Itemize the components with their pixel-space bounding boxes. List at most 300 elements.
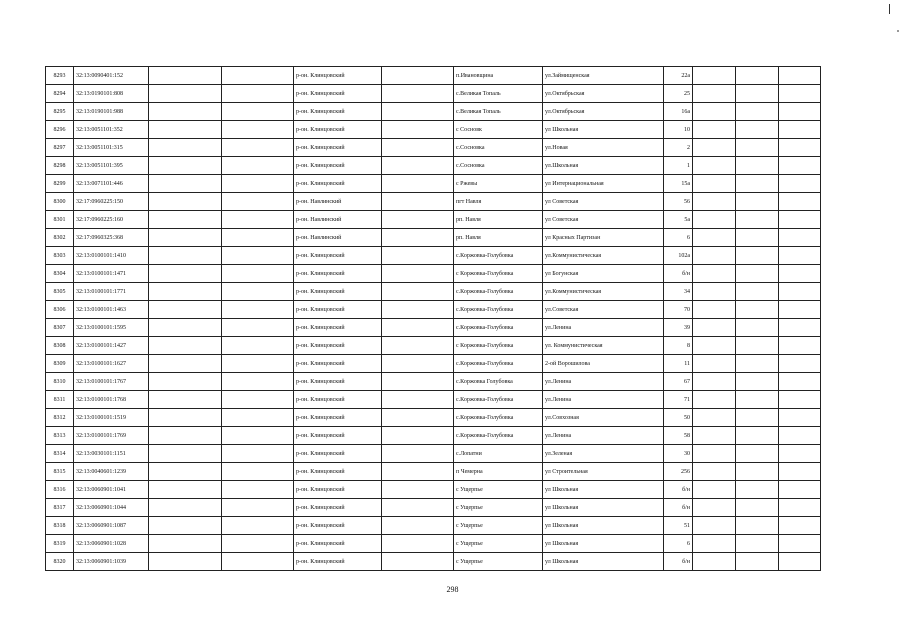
- house-number-cell: 30: [664, 445, 693, 463]
- empty-cell: [222, 427, 294, 445]
- street-cell: ул Интернациональная: [543, 175, 664, 193]
- locality-cell: с Ущерпье: [454, 517, 543, 535]
- row-number-cell: 8320: [46, 553, 74, 571]
- empty-cell: [149, 85, 222, 103]
- house-number-cell: 6: [664, 535, 693, 553]
- empty-cell: [149, 265, 222, 283]
- street-cell: ул.Совхозная: [543, 409, 664, 427]
- locality-cell: с Коржовка-Голубовка: [454, 337, 543, 355]
- empty-cell: [382, 247, 454, 265]
- street-cell: ул.Советская: [543, 301, 664, 319]
- empty-cell: [693, 553, 736, 571]
- empty-cell: [149, 445, 222, 463]
- locality-cell: с.Сосновка: [454, 139, 543, 157]
- empty-cell: [693, 139, 736, 157]
- row-number-cell: 8316: [46, 481, 74, 499]
- empty-cell: [382, 481, 454, 499]
- empty-cell: [693, 211, 736, 229]
- table-row: [46, 265, 821, 283]
- street-cell: ул Красных Партизан: [543, 229, 664, 247]
- empty-cell: [779, 445, 821, 463]
- locality-cell: рп. Навля: [454, 229, 543, 247]
- cadastral-number-cell: 32:17:0960225:160: [74, 211, 149, 229]
- district-cell: р-он. Клинцовский: [294, 175, 382, 193]
- locality-cell: с.Коржовка-Голубовка: [454, 247, 543, 265]
- empty-cell: [693, 355, 736, 373]
- district-cell: р-он. Клинцовский: [294, 319, 382, 337]
- district-cell: р-он. Клинцовский: [294, 103, 382, 121]
- empty-cell: [382, 337, 454, 355]
- locality-cell: с Ржевы: [454, 175, 543, 193]
- empty-cell: [149, 391, 222, 409]
- empty-cell: [382, 157, 454, 175]
- cadastral-number-cell: 32:13:0190101:808: [74, 85, 149, 103]
- empty-cell: [779, 517, 821, 535]
- locality-cell: п.Ивановщина: [454, 67, 543, 85]
- district-cell: р-он. Клинцовский: [294, 301, 382, 319]
- empty-cell: [779, 265, 821, 283]
- cadastral-number-cell: 32:13:0100101:1595: [74, 319, 149, 337]
- empty-cell: [382, 319, 454, 337]
- locality-cell: рп. Навля: [454, 211, 543, 229]
- locality-cell: с Сосновк: [454, 121, 543, 139]
- empty-cell: [382, 553, 454, 571]
- empty-cell: [222, 337, 294, 355]
- district-cell: р-он. Клинцовский: [294, 445, 382, 463]
- empty-cell: [779, 337, 821, 355]
- empty-cell: [222, 481, 294, 499]
- table-row: [46, 67, 821, 85]
- empty-cell: [779, 229, 821, 247]
- row-number-cell: 8313: [46, 427, 74, 445]
- row-number-cell: 8293: [46, 67, 74, 85]
- table-row: [46, 85, 821, 103]
- empty-cell: [222, 355, 294, 373]
- district-cell: р-он. Клинцовский: [294, 463, 382, 481]
- locality-cell: с Ущерпье: [454, 499, 543, 517]
- cadastral-number-cell: 32:13:0100101:1769: [74, 427, 149, 445]
- row-number-cell: 8297: [46, 139, 74, 157]
- row-number-cell: 8311: [46, 391, 74, 409]
- empty-cell: [736, 229, 779, 247]
- table-row: [46, 121, 821, 139]
- empty-cell: [149, 355, 222, 373]
- table-row: [46, 499, 821, 517]
- street-cell: 2-ой Ворошилова: [543, 355, 664, 373]
- empty-cell: [149, 175, 222, 193]
- empty-cell: [382, 103, 454, 121]
- empty-cell: [779, 157, 821, 175]
- empty-cell: [736, 427, 779, 445]
- empty-cell: [693, 517, 736, 535]
- cadastral-number-cell: 32:17:0960325:368: [74, 229, 149, 247]
- locality-cell: с.Великая Топаль: [454, 85, 543, 103]
- district-cell: р-он. Клинцовский: [294, 121, 382, 139]
- table-row: [46, 229, 821, 247]
- house-number-cell: 70: [664, 301, 693, 319]
- locality-cell: с.Коржовка-Голубовка: [454, 409, 543, 427]
- district-cell: р-он. Навлинский: [294, 229, 382, 247]
- registry-body: [46, 67, 821, 571]
- row-number-cell: 8315: [46, 463, 74, 481]
- street-cell: ул Школьная: [543, 121, 664, 139]
- house-number-cell: б/н: [664, 481, 693, 499]
- house-number-cell: б/н: [664, 265, 693, 283]
- locality-cell: с Коржовка-Голубовка: [454, 265, 543, 283]
- empty-cell: [693, 121, 736, 139]
- street-cell: ул.Займищенская: [543, 67, 664, 85]
- house-number-cell: б/н: [664, 553, 693, 571]
- scan-mark: [889, 4, 890, 14]
- empty-cell: [382, 211, 454, 229]
- row-number-cell: 8299: [46, 175, 74, 193]
- cadastral-number-cell: 32:13:0051101:315: [74, 139, 149, 157]
- empty-cell: [222, 499, 294, 517]
- street-cell: ул.Ленина: [543, 391, 664, 409]
- district-cell: р-он. Клинцовский: [294, 499, 382, 517]
- house-number-cell: 11: [664, 355, 693, 373]
- empty-cell: [149, 553, 222, 571]
- empty-cell: [382, 229, 454, 247]
- empty-cell: [382, 391, 454, 409]
- locality-cell: с.Коржовка-Голубовка: [454, 319, 543, 337]
- empty-cell: [736, 409, 779, 427]
- empty-cell: [382, 265, 454, 283]
- empty-cell: [736, 157, 779, 175]
- empty-cell: [382, 535, 454, 553]
- empty-cell: [736, 517, 779, 535]
- table-row: [46, 535, 821, 553]
- empty-cell: [736, 247, 779, 265]
- locality-cell: с Ущерпье: [454, 553, 543, 571]
- empty-cell: [779, 463, 821, 481]
- street-cell: ул.Октябрьская: [543, 103, 664, 121]
- empty-cell: [222, 373, 294, 391]
- row-number-cell: 8308: [46, 337, 74, 355]
- district-cell: р-он. Клинцовский: [294, 409, 382, 427]
- empty-cell: [693, 193, 736, 211]
- street-cell: ул.Октябрьская: [543, 85, 664, 103]
- cadastral-number-cell: 32:13:0100101:1768: [74, 391, 149, 409]
- empty-cell: [222, 229, 294, 247]
- empty-cell: [736, 301, 779, 319]
- empty-cell: [222, 85, 294, 103]
- row-number-cell: 8307: [46, 319, 74, 337]
- empty-cell: [222, 67, 294, 85]
- empty-cell: [149, 157, 222, 175]
- street-cell: ул Богунская: [543, 265, 664, 283]
- empty-cell: [149, 337, 222, 355]
- empty-cell: [382, 85, 454, 103]
- house-number-cell: 2: [664, 139, 693, 157]
- empty-cell: [779, 391, 821, 409]
- empty-cell: [222, 535, 294, 553]
- table-row: [46, 553, 821, 571]
- empty-cell: [149, 301, 222, 319]
- empty-cell: [736, 337, 779, 355]
- empty-cell: [222, 409, 294, 427]
- row-number-cell: 8302: [46, 229, 74, 247]
- empty-cell: [222, 445, 294, 463]
- locality-cell: с.Коржовка-Голубовка: [454, 301, 543, 319]
- empty-cell: [382, 355, 454, 373]
- empty-cell: [736, 283, 779, 301]
- district-cell: р-он. Клинцовский: [294, 553, 382, 571]
- empty-cell: [382, 427, 454, 445]
- street-cell: ул Школьная: [543, 553, 664, 571]
- empty-cell: [779, 193, 821, 211]
- empty-cell: [736, 373, 779, 391]
- house-number-cell: 8: [664, 337, 693, 355]
- table-row: [46, 445, 821, 463]
- empty-cell: [736, 319, 779, 337]
- house-number-cell: 15а: [664, 175, 693, 193]
- cadastral-number-cell: 32:17:0960225:150: [74, 193, 149, 211]
- empty-cell: [222, 391, 294, 409]
- empty-cell: [736, 391, 779, 409]
- locality-cell: п Чемерна: [454, 463, 543, 481]
- street-cell: ул Школьная: [543, 481, 664, 499]
- empty-cell: [693, 337, 736, 355]
- street-cell: ул.Зеленая: [543, 445, 664, 463]
- empty-cell: [382, 283, 454, 301]
- row-number-cell: 8312: [46, 409, 74, 427]
- row-number-cell: 8298: [46, 157, 74, 175]
- empty-cell: [222, 553, 294, 571]
- table-row: [46, 193, 821, 211]
- empty-cell: [222, 319, 294, 337]
- empty-cell: [149, 283, 222, 301]
- street-cell: ул.Школьная: [543, 157, 664, 175]
- empty-cell: [736, 121, 779, 139]
- empty-cell: [736, 481, 779, 499]
- empty-cell: [736, 463, 779, 481]
- street-cell: ул.Ленина: [543, 319, 664, 337]
- locality-cell: с.Коржовка-Голубовка: [454, 283, 543, 301]
- table-row: [46, 517, 821, 535]
- row-number-cell: 8303: [46, 247, 74, 265]
- empty-cell: [693, 283, 736, 301]
- empty-cell: [693, 445, 736, 463]
- empty-cell: [382, 373, 454, 391]
- house-number-cell: 16а: [664, 103, 693, 121]
- street-cell: ул. Коммунистическая: [543, 337, 664, 355]
- empty-cell: [693, 247, 736, 265]
- empty-cell: [382, 193, 454, 211]
- house-number-cell: 50: [664, 409, 693, 427]
- house-number-cell: 256: [664, 463, 693, 481]
- empty-cell: [149, 193, 222, 211]
- empty-cell: [736, 193, 779, 211]
- house-number-cell: 10: [664, 121, 693, 139]
- row-number-cell: 8301: [46, 211, 74, 229]
- empty-cell: [222, 517, 294, 535]
- empty-cell: [693, 373, 736, 391]
- street-cell: ул Советская: [543, 193, 664, 211]
- empty-cell: [149, 67, 222, 85]
- row-number-cell: 8294: [46, 85, 74, 103]
- table-row: [46, 409, 821, 427]
- house-number-cell: 25: [664, 85, 693, 103]
- district-cell: р-он. Клинцовский: [294, 157, 382, 175]
- empty-cell: [693, 67, 736, 85]
- empty-cell: [736, 499, 779, 517]
- district-cell: р-он. Клинцовский: [294, 355, 382, 373]
- empty-cell: [382, 175, 454, 193]
- empty-cell: [779, 553, 821, 571]
- empty-cell: [736, 175, 779, 193]
- cadastral-number-cell: 32:13:0060901:1041: [74, 481, 149, 499]
- row-number-cell: 8304: [46, 265, 74, 283]
- empty-cell: [149, 103, 222, 121]
- row-number-cell: 8305: [46, 283, 74, 301]
- empty-cell: [736, 67, 779, 85]
- empty-cell: [779, 499, 821, 517]
- empty-cell: [693, 103, 736, 121]
- district-cell: р-он. Клинцовский: [294, 67, 382, 85]
- empty-cell: [222, 463, 294, 481]
- cadastral-number-cell: 32:13:0051101:352: [74, 121, 149, 139]
- table-row: [46, 283, 821, 301]
- house-number-cell: 39: [664, 319, 693, 337]
- locality-cell: с.Коржовка-Голубовка: [454, 427, 543, 445]
- empty-cell: [149, 121, 222, 139]
- empty-cell: [149, 409, 222, 427]
- street-cell: ул.Коммунистическая: [543, 283, 664, 301]
- empty-cell: [736, 553, 779, 571]
- house-number-cell: б/н: [664, 499, 693, 517]
- empty-cell: [382, 121, 454, 139]
- empty-cell: [222, 247, 294, 265]
- cadastral-number-cell: 32:13:0100101:1767: [74, 373, 149, 391]
- district-cell: р-он. Клинцовский: [294, 535, 382, 553]
- empty-cell: [779, 247, 821, 265]
- street-cell: ул.Ленина: [543, 373, 664, 391]
- empty-cell: [222, 139, 294, 157]
- locality-cell: с.Лопатни: [454, 445, 543, 463]
- locality-cell: с.Сосновка: [454, 157, 543, 175]
- empty-cell: [149, 535, 222, 553]
- empty-cell: [779, 139, 821, 157]
- district-cell: р-он. Навлинский: [294, 193, 382, 211]
- street-cell: ул Школьная: [543, 535, 664, 553]
- district-cell: р-он. Клинцовский: [294, 85, 382, 103]
- empty-cell: [222, 283, 294, 301]
- row-number-cell: 8318: [46, 517, 74, 535]
- empty-cell: [693, 391, 736, 409]
- empty-cell: [693, 499, 736, 517]
- empty-cell: [149, 463, 222, 481]
- empty-cell: [149, 211, 222, 229]
- empty-cell: [736, 103, 779, 121]
- empty-cell: [779, 373, 821, 391]
- locality-cell: с Ущерпье: [454, 535, 543, 553]
- cadastral-number-cell: 32:13:0100101:1471: [74, 265, 149, 283]
- empty-cell: [779, 535, 821, 553]
- house-number-cell: 56: [664, 193, 693, 211]
- district-cell: р-он. Клинцовский: [294, 337, 382, 355]
- cadastral-number-cell: 32:13:0100101:1463: [74, 301, 149, 319]
- empty-cell: [693, 229, 736, 247]
- empty-cell: [693, 175, 736, 193]
- row-number-cell: 8296: [46, 121, 74, 139]
- table-row: [46, 463, 821, 481]
- house-number-cell: 71: [664, 391, 693, 409]
- empty-cell: [382, 463, 454, 481]
- empty-cell: [736, 355, 779, 373]
- district-cell: р-он. Клинцовский: [294, 391, 382, 409]
- table-row: [46, 211, 821, 229]
- empty-cell: [779, 319, 821, 337]
- district-cell: р-он. Клинцовский: [294, 373, 382, 391]
- empty-cell: [382, 409, 454, 427]
- empty-cell: [149, 319, 222, 337]
- street-cell: ул.Коммунистическая: [543, 247, 664, 265]
- district-cell: р-он. Клинцовский: [294, 283, 382, 301]
- street-cell: ул Советская: [543, 211, 664, 229]
- empty-cell: [382, 301, 454, 319]
- locality-cell: с.Коржовка-Голубовка: [454, 355, 543, 373]
- table-row: [46, 355, 821, 373]
- empty-cell: [779, 121, 821, 139]
- house-number-cell: 5а: [664, 211, 693, 229]
- empty-cell: [149, 229, 222, 247]
- district-cell: р-он. Навлинский: [294, 211, 382, 229]
- table-row: [46, 373, 821, 391]
- locality-cell: с.Коржовка-Голубовка: [454, 391, 543, 409]
- empty-cell: [693, 409, 736, 427]
- empty-cell: [736, 139, 779, 157]
- cadastral-number-cell: 32:13:0060901:1039: [74, 553, 149, 571]
- row-number-cell: 8314: [46, 445, 74, 463]
- empty-cell: [693, 85, 736, 103]
- empty-cell: [779, 481, 821, 499]
- empty-cell: [779, 427, 821, 445]
- empty-cell: [779, 67, 821, 85]
- empty-cell: [382, 499, 454, 517]
- cadastral-number-cell: 32:13:0100101:1427: [74, 337, 149, 355]
- empty-cell: [222, 265, 294, 283]
- empty-cell: [779, 355, 821, 373]
- cadastral-number-cell: 32:13:0060901:1087: [74, 517, 149, 535]
- empty-cell: [149, 481, 222, 499]
- empty-cell: [736, 265, 779, 283]
- row-number-cell: 8319: [46, 535, 74, 553]
- locality-cell: с.Коржовка Голубовка: [454, 373, 543, 391]
- row-number-cell: 8317: [46, 499, 74, 517]
- cadastral-number-cell: 32:13:0100101:1627: [74, 355, 149, 373]
- empty-cell: [779, 211, 821, 229]
- empty-cell: [222, 301, 294, 319]
- empty-cell: [222, 211, 294, 229]
- district-cell: р-он. Клинцовский: [294, 247, 382, 265]
- cadastral-number-cell: 32:13:0040601:1239: [74, 463, 149, 481]
- cadastral-number-cell: 32:13:0100101:1771: [74, 283, 149, 301]
- house-number-cell: 102а: [664, 247, 693, 265]
- cadastral-number-cell: 32:13:0071101:446: [74, 175, 149, 193]
- street-cell: ул Школьная: [543, 517, 664, 535]
- table-row: [46, 175, 821, 193]
- empty-cell: [779, 409, 821, 427]
- empty-cell: [693, 319, 736, 337]
- district-cell: р-он. Клинцовский: [294, 139, 382, 157]
- house-number-cell: 51: [664, 517, 693, 535]
- house-number-cell: 34: [664, 283, 693, 301]
- district-cell: р-он. Клинцовский: [294, 265, 382, 283]
- empty-cell: [693, 481, 736, 499]
- table-row: [46, 139, 821, 157]
- empty-cell: [779, 283, 821, 301]
